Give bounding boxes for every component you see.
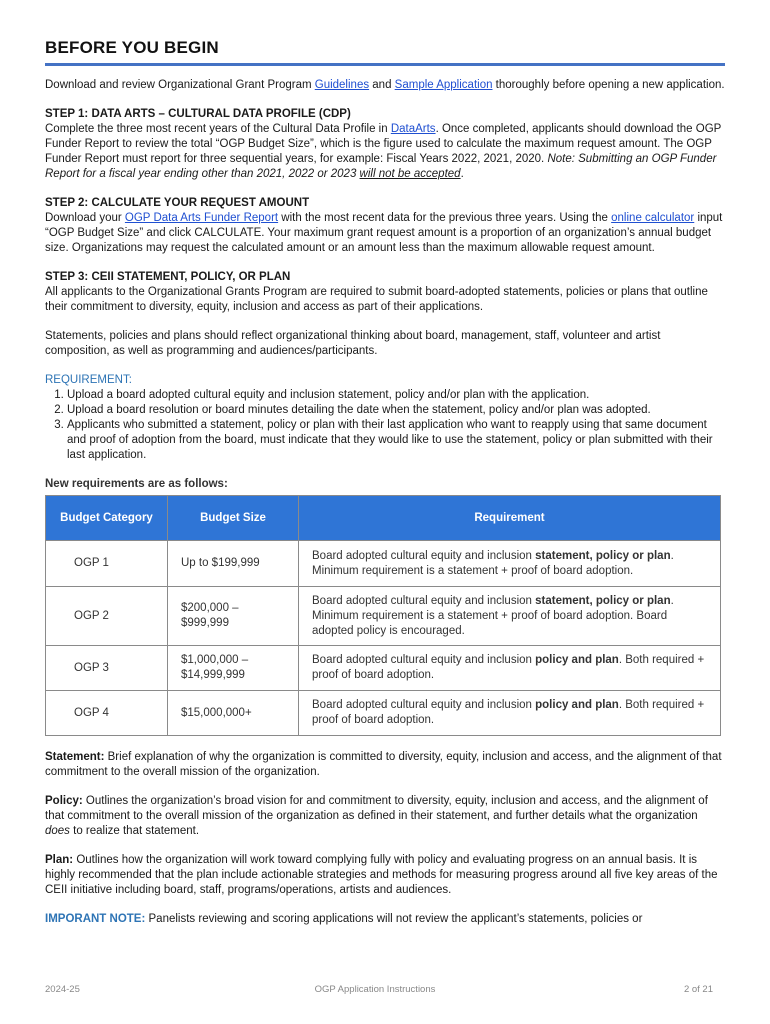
statement-text: Brief explanation of why the organization is committed to diversity, equity, inclusion and access, and the alignment of that commitment to the overall mission of the organization. [45, 751, 722, 778]
cell-category: OGP 1 [46, 541, 168, 587]
step2-paragraph [45, 211, 725, 256]
step1-section [45, 107, 725, 182]
cell-category: OGP 4 [46, 691, 168, 736]
page [45, 38, 725, 941]
req-bold: statement, policy or plan [535, 594, 671, 607]
table-row [46, 541, 721, 587]
header-budget-size: Budget Size [168, 496, 299, 541]
footer-title: OGP Application Instructions [314, 984, 436, 995]
req-pre: Board adopted cultural equity and inclusion [312, 549, 536, 562]
title-rule [45, 63, 725, 66]
online-calculator-link[interactable]: online calculator [611, 212, 695, 224]
req-bold: statement, policy or plan [535, 549, 671, 562]
cell-size: $15,000,000+ [168, 691, 299, 736]
cell-size: $1,000,000 – $14,999,999 [168, 646, 299, 691]
plan-text: Outlines how the organization will work toward complying fully with policy and evaluating progress on an annual basis. It is highly recommended that the plan include actionable strategies and methods for measuring progress around all five key areas of the CEII initiative including board, staff, programs/operations, artists and audiences. [45, 854, 718, 896]
note-label: IMPORANT NOTE: [45, 913, 146, 925]
policy-definition [45, 794, 725, 839]
dataarts-link[interactable]: DataArts [390, 123, 436, 135]
step2-heading: STEP 2: CALCULATE YOUR REQUEST AMOUNT [45, 197, 310, 209]
note-text: Panelists reviewing and scoring applications will not review the applicant’s statements, policies or [145, 913, 643, 925]
req-pre: Board adopted cultural equity and inclusion [312, 654, 536, 666]
step3-heading: STEP 3: CEII STATEMENT, POLICY, OR PLAN [45, 271, 291, 283]
intro-paragraph [45, 78, 725, 93]
req-post: . Both required + proof of board adoption. [312, 654, 705, 681]
table-caption: New requirements are as follows: [45, 478, 228, 490]
page-footer [45, 984, 713, 995]
step2-text-3: input “OGP Budget Size” and click CALCULATE. Your maximum grant request amount is a proportion of an organization’s annual budget size. Organizations may request the calculated amount or an amount less than the maximum allowable request amount. [45, 212, 723, 254]
cell-requirement [299, 587, 721, 646]
cell-requirement [299, 541, 721, 587]
cell-size: $200,000 – $999,999 [168, 587, 299, 646]
req-post: . Minimum requirement is a statement + proof of board adoption. Board adopted policy is encouraged. [312, 594, 674, 637]
step2-text-1: Download your [45, 212, 125, 224]
step1-paragraph [45, 122, 725, 182]
policy-emphasis: does [45, 825, 70, 837]
policy-end: to realize that statement. [69, 825, 200, 837]
intro-text-3: thoroughly before opening a new application. [492, 79, 725, 91]
header-budget-category: Budget Category [46, 496, 168, 541]
requirement-list [45, 388, 725, 463]
cell-category: OGP 2 [46, 587, 168, 646]
step1-note-emphasis: will not be accepted [359, 168, 461, 180]
step1-heading: STEP 1: DATA ARTS – CULTURAL DATA PROFILE (CDP) [45, 108, 351, 120]
intro-text-2: and [369, 79, 395, 91]
step2-text-2: with the most recent data for the previous three years. Using the [278, 212, 612, 224]
guidelines-link[interactable]: Guidelines [314, 79, 370, 91]
cell-size: Up to $199,999 [168, 541, 299, 587]
sample-application-link[interactable]: Sample Application [394, 79, 493, 91]
header-requirement: Requirement [299, 496, 721, 541]
plan-label: Plan: [45, 854, 74, 866]
statement-definition [45, 750, 725, 780]
footer-year: 2024-25 [45, 984, 80, 995]
plan-definition [45, 853, 725, 898]
definitions-section [45, 750, 725, 927]
req-post: . Minimum requirement is a statement + proof of board adoption. [312, 549, 674, 577]
requirement-item: 1. Upload a board adopted cultural equity and inclusion statement, policy and/or plan with the application. [67, 388, 725, 403]
table-row [46, 587, 721, 646]
intro-text-1: Download and review Organizational Grant Program [45, 79, 315, 91]
footer-page-number: 2 of 21 [683, 984, 713, 995]
step1-text-1: Complete the three most recent years of the Cultural Data Profile in [45, 123, 391, 135]
req-bold: policy and plan [535, 654, 619, 666]
requirement-item: 2. Upload a board resolution or board minutes detailing the date when the statement, policy and/or plan was adopted. [67, 403, 725, 418]
requirement-label: REQUIREMENT: [45, 374, 132, 386]
table-row [46, 646, 721, 691]
policy-label: Policy: [45, 795, 83, 807]
step3-section [45, 270, 725, 359]
step3-paragraph-1: All applicants to the Organizational Grants Program are required to submit board-adopted statements, policies or plans that outline their commitment to diversity, equity, inclusion and access as part of their applications. [45, 286, 708, 313]
step3-paragraph-2: Statements, policies and plans should reflect organizational thinking about board, management, staff, volunteer and artist composition, as well as programming and audiences/participants. [45, 330, 661, 357]
table-row [46, 691, 721, 736]
step1-note-end: . [460, 168, 464, 180]
policy-text: Outlines the organization’s broad vision for and commitment to diversity, equity, inclusion and access, and the alignment of that commitment to the overall mission of the organization as defined in their statement, and further details what the organization [45, 795, 708, 822]
page-title: BEFORE YOU BEGIN [45, 38, 219, 57]
funder-report-link[interactable]: OGP Data Arts Funder Report [124, 212, 279, 224]
table-header-row [46, 496, 721, 541]
req-bold: policy and plan [535, 699, 619, 711]
step2-section [45, 196, 725, 256]
requirement-section [45, 373, 725, 463]
step1-note: Note: Submitting an OGP Funder Report for a fiscal year ending other than 2021, 2022 or 2023 [45, 153, 717, 180]
req-post: . Both required + proof of board adoption. [312, 699, 705, 726]
statement-label: Statement: [45, 751, 105, 763]
req-pre: Board adopted cultural equity and inclusion [312, 699, 536, 711]
cell-requirement [299, 691, 721, 736]
important-note [45, 912, 725, 927]
cell-requirement [299, 646, 721, 691]
req-pre: Board adopted cultural equity and inclusion [312, 594, 536, 607]
requirements-table [45, 495, 721, 736]
requirement-item: 3. Applicants who submitted a statement, policy or plan with their last application who want to reapply using that same document and proof of adoption from the board, must indicate that they would like to use the statement, policy or plan submitted with their last application. [67, 418, 725, 463]
cell-category: OGP 3 [46, 646, 168, 691]
step1-text-2: . Once completed, applicants should download the OGP Funder Report to review the total “OGP Budget Size”, which is the figure used to calculate the maximum request amount. The OGP Funder Report must report for three sequential years, for example: Fiscal Years 2022, 2021, 2020. [45, 123, 722, 165]
